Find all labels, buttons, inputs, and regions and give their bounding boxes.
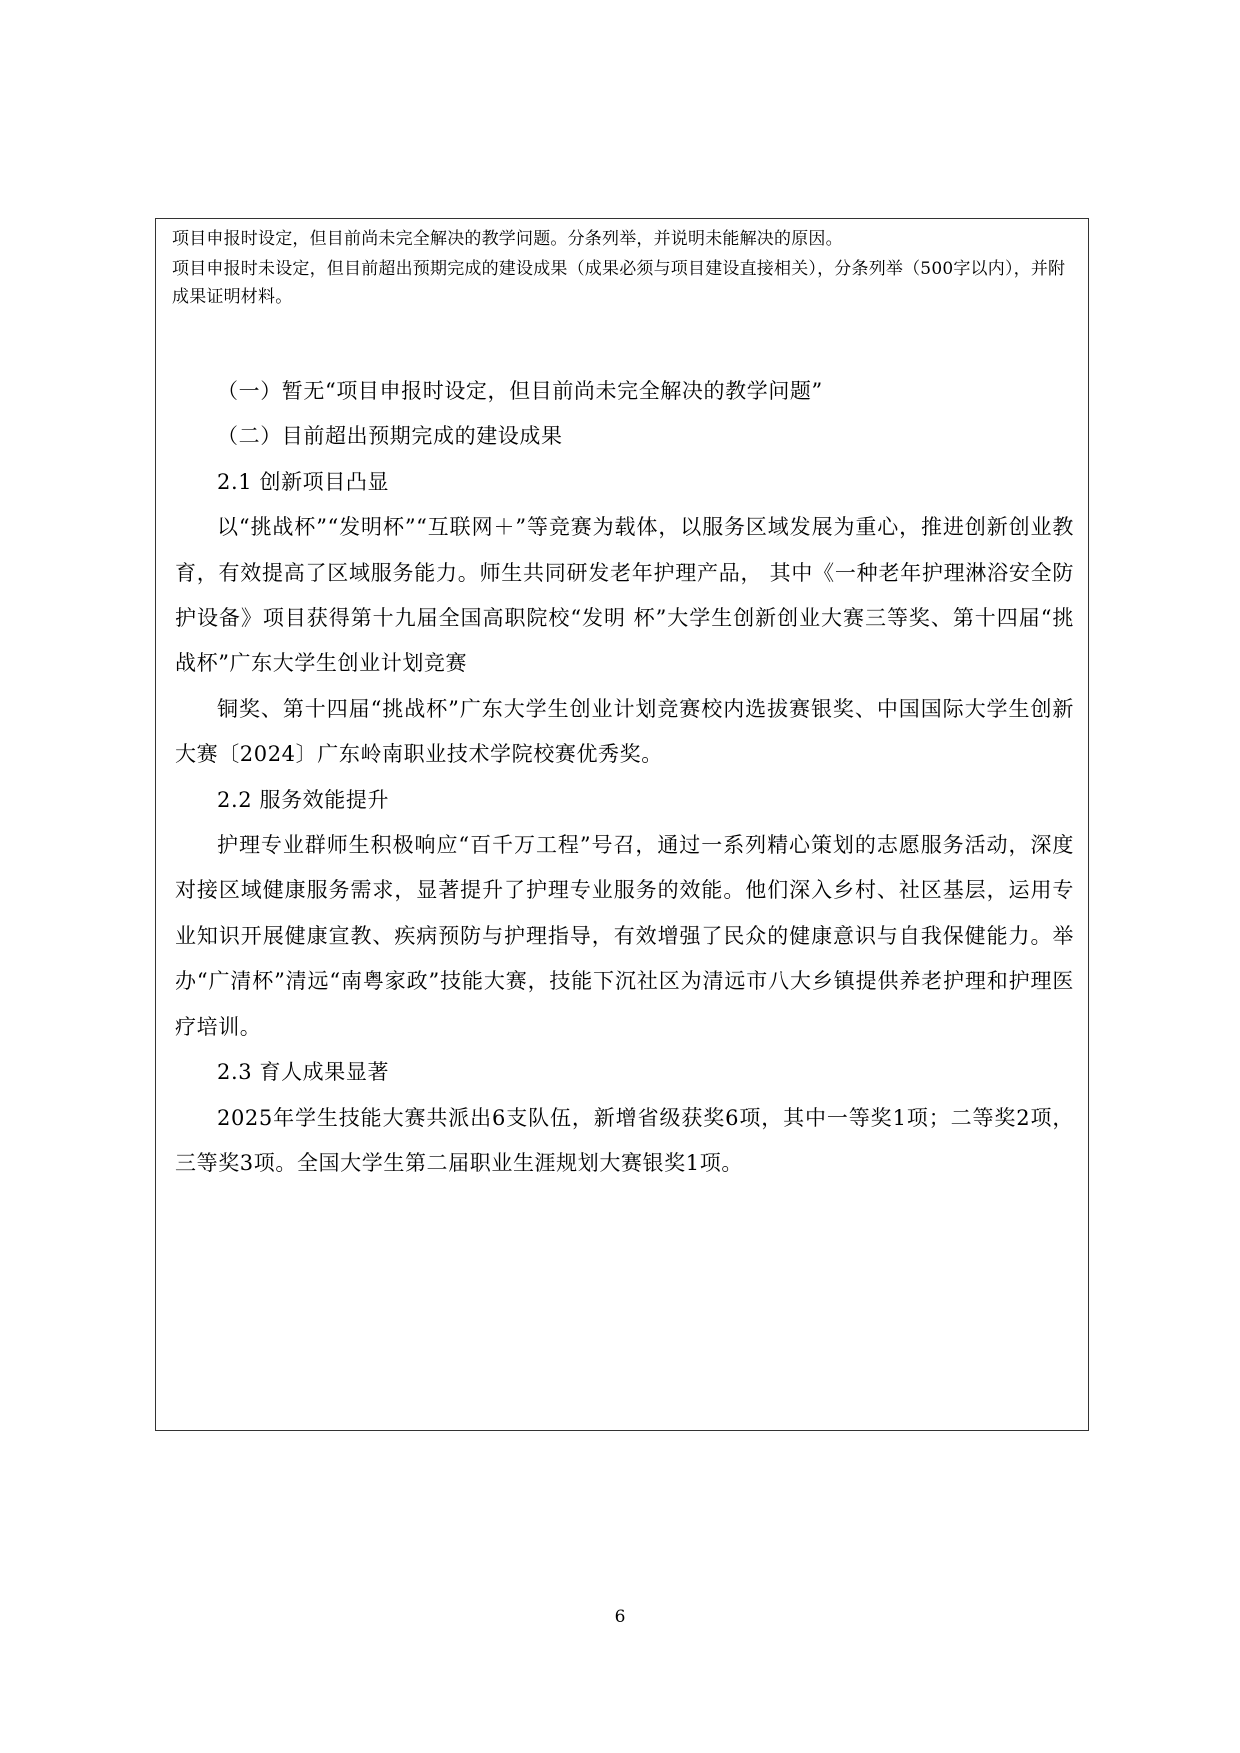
section-2-3-paragraph: 2025年学生技能大赛共派出6支队伍，新增省级获奖6项，其中一等奖1项；二等奖2项，三等奖3项。全国大学生第二届职业生涯规划大赛银奖1项。 xyxy=(175,1105,1074,1175)
section-2-2-paragraph: 护理专业群师生积极响应“百千万工程”号召，通过一系列精心策划的志愿服务活动，深度对接区域健康服务需求，显著提升了护理专业服务的效能。他们深入乡村、社区基层，运用专业知识开展健康宣教、疾病预防与护理指导，有效增强了民众的健康意识与自我保健能力。举办“广清杯”清远“南粤家政”技能大赛，技能下沉社区为清远市八大乡镇提供养老护理和护理医疗培训。 xyxy=(175,833,1074,1039)
report-body xyxy=(175,369,1074,1186)
page-number: 6 xyxy=(614,1607,626,1627)
instruction-line-2: 项目申报时未设定，但目前超出预期完成的建设成果（成果必须与项目建设直接相关），分条列举（500字以内），并附成果证明材料。 xyxy=(172,259,1066,307)
section-2-3-heading: 2.3 育人成果显著 xyxy=(217,1060,390,1085)
section-2-1-paragraph-1: 以“挑战杯”“发明杯”“互联网＋”等竞赛为载体，以服务区域发展为重心，推进创新创业教育，有效提高了区域服务能力。师生共同研发老年护理产品， 其中《一种老年护理淋浴安全防护设备》项目获得第十九届全国高职院校“发明 杯”大学生创新创业大赛三等奖、第十四届“挑战杯”广东大学生创业计划竞赛 xyxy=(175,515,1074,676)
section-1-heading: （一）暂无“项目申报时设定，但目前尚未完全解决的教学问题” xyxy=(217,379,823,403)
section-2-2-heading: 2.2 服务效能提升 xyxy=(217,787,390,812)
instruction-line-1: 项目申报时设定，但目前尚未完全解决的教学问题。分条列举，并说明未能解决的原因。 xyxy=(172,229,843,249)
section-2-1-paragraph-2: 铜奖、第十四届“挑战杯”广东大学生创业计划竞赛校内选拔赛银奖、中国国际大学生创新大赛〔2024〕广东岭南职业技术学院校赛优秀奖。 xyxy=(175,696,1074,767)
content-frame xyxy=(155,218,1089,1431)
section-2-1-heading: 2.1 创新项目凸显 xyxy=(217,469,390,494)
section-2-heading: （二）目前超出预期完成的建设成果 xyxy=(217,424,563,449)
